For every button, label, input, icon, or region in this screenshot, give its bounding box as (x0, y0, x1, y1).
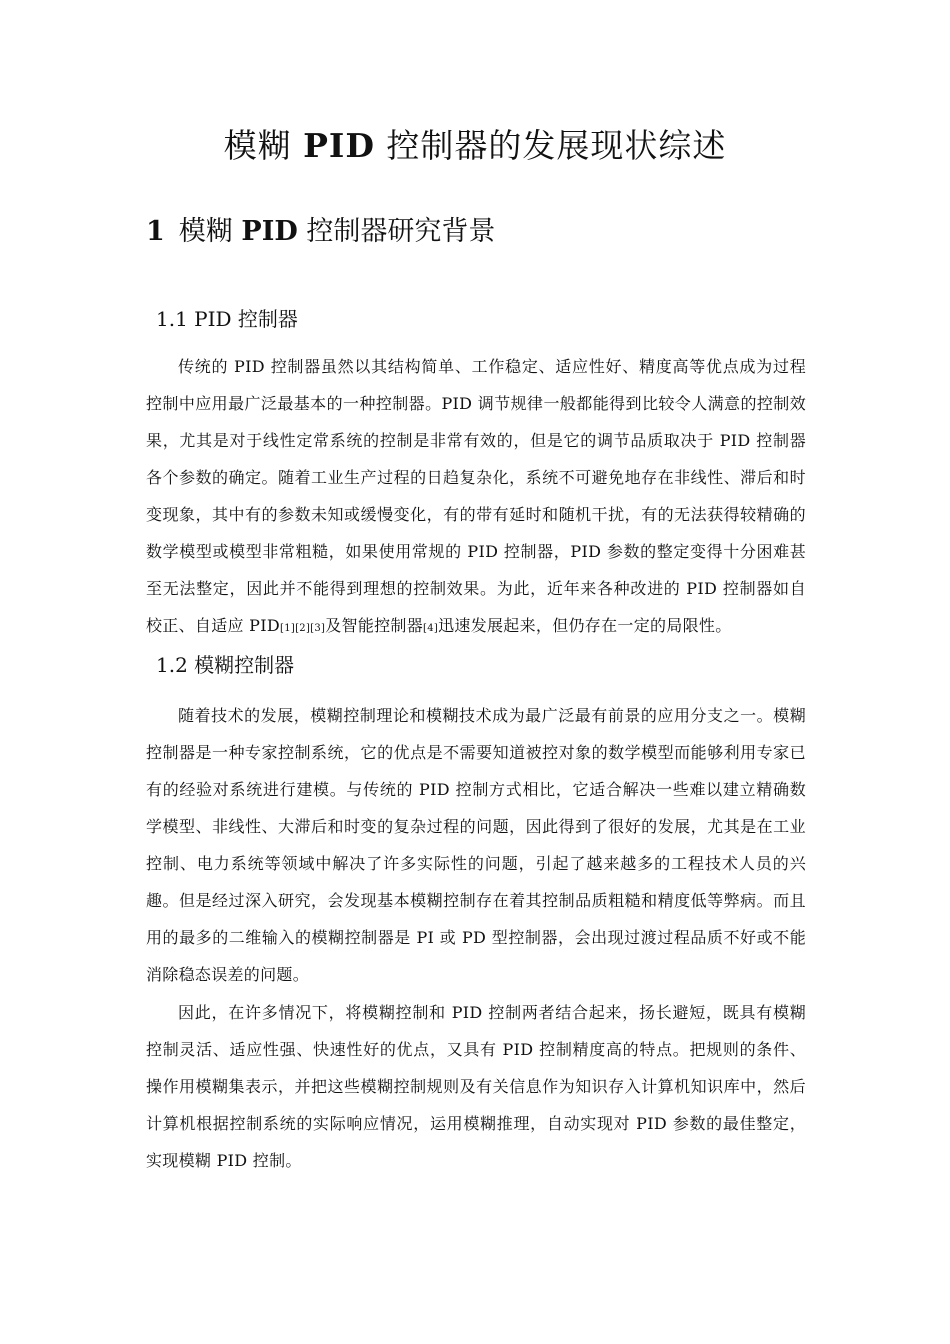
section-1-number: 1 (146, 216, 165, 247)
title-text-pre: 模糊 (223, 126, 304, 165)
subsection-1-1-heading: 1.1 PID 控制器 (156, 307, 298, 331)
paragraph-1-text-c: 迅速发展起来，但仍存在一定的局限性。 (438, 616, 732, 635)
document-title (0, 118, 950, 174)
citation-1-2-3: [1][2][3] (280, 623, 326, 634)
section-1-heading (146, 208, 495, 256)
section-1-text-bold: PID (241, 216, 298, 247)
section-1-text-pre: 模糊 (178, 216, 242, 247)
paragraph-3: 因此，在许多情况下，将模糊控制和 PID 控制两者结合起来，扬长避短，既具有模糊控制灵活、适应性强、快速性好的优点，又具有 PID 控制精度高的特点。把规则的条件、操作用模糊集表示，并把这些模糊控制规则及有关信息作为知识存入计算机知识库中，然后计算机根据控制系统的实际响应情况，运用模糊推理，自动实现对 PID 参数的最佳整定，实现模糊 PID 控制。 (146, 1003, 806, 1170)
paragraph-1-text-b: 及智能控制器 (325, 616, 424, 635)
paragraph-1 (146, 348, 806, 647)
title-text-bold: PID (303, 126, 375, 165)
title-text-post: 控制器的发展现状综述 (374, 126, 727, 165)
paragraph-1-text-a: 传统的 PID 控制器虽然以其结构简单、工作稳定、适应性好、精度高等优点成为过程控制中应用最广泛最基本的一种控制器。PID 调节规律一般都能得到比较令人满意的控制效果，尤其是对于线性定常系统的控制是非常有效的，但是它的调节品质取决于 PID 控制器各个参数的确定。随着工业生产过程的日趋复杂化，系统不可避免地存在非线性、滞后和时变现象，其中有的参数未知或缓慢变化，有的带有延时和随机干扰，有的无法获得较精确的数学模型或模型非常粗糙，如果使用常规的 PID 控制器，PID 参数的整定变得十分困难甚至无法整定，因此并不能得到理想的控制效果。为此，近年来各种改进的 PID 控制器如自校正、自适应 PID (146, 357, 806, 635)
citation-4: [4] (423, 623, 439, 634)
section-1-text-post: 控制器研究背景 (297, 216, 496, 247)
subsection-1-2-heading: 1.2 模糊控制器 (156, 653, 295, 677)
paragraph-2: 随着技术的发展，模糊控制理论和模糊技术成为最广泛最有前景的应用分支之一。模糊控制器是一种专家控制系统，它的优点是不需要知道被控对象的数学模型而能够利用专家已有的经验对系统进行建模。与传统的 PID 控制方式相比，它适合解决一些难以建立精确数学模型、非线性、大滞后和时变的复杂过程的问题，因此得到了很好的发展，尤其是在工业控制、电力系统等领域中解决了许多实际性的问题，引起了越来越多的工程技术人员的兴趣。但是经过深入研究，会发现基本模糊控制存在着其控制品质粗糙和精度低等弊病。而且用的最多的二维输入的模糊控制器是 PI 或 PD 型控制器，会出现过渡过程品质不好或不能消除稳态误差的问题。 (146, 706, 806, 984)
